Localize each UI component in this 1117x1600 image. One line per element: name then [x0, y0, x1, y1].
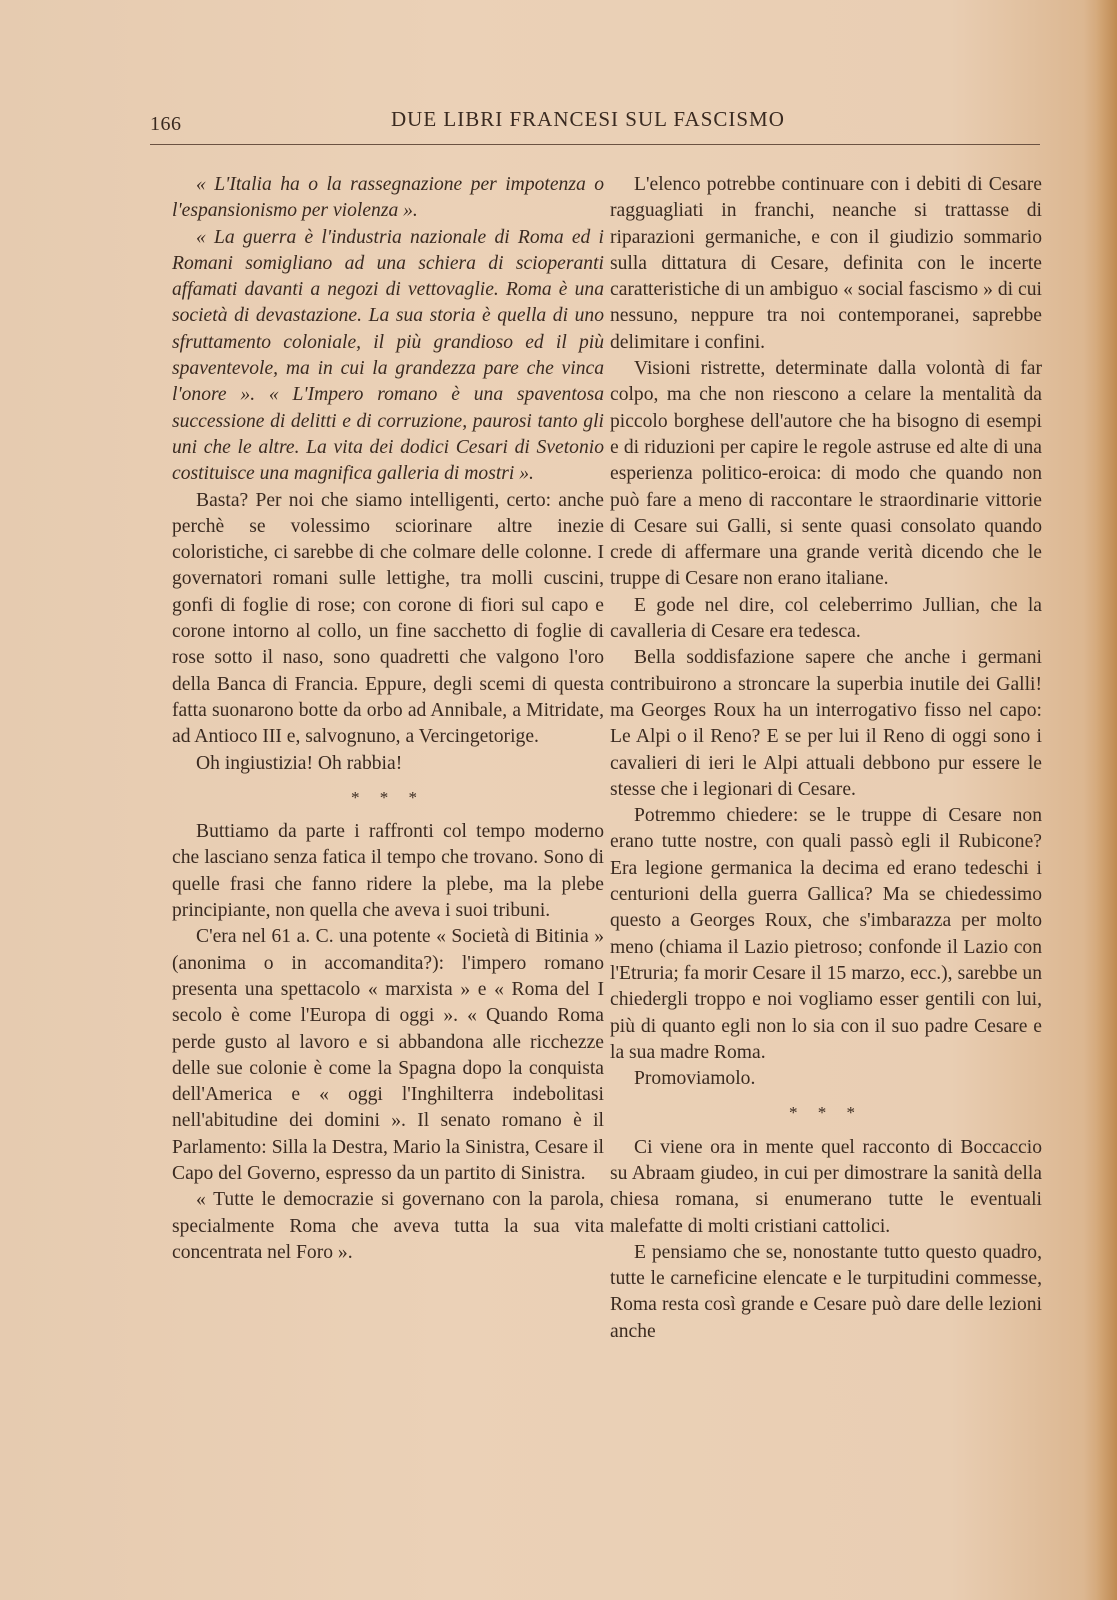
- paragraph: Promoviamolo.: [634, 1068, 756, 1090]
- paragraph: « La guerra è l'industria nazionale di Roma ed i Romani somigliano ad una schiera di scioperanti affamati davanti a negozi di vettovaglie. Roma è una società di devastazione. La sua storia è quella di uno sfruttamento coloniale, il più grandioso ed il più spaventevole, ma in cui la grandezza pare che vinca l'onore ». « L'Impero romano è una spaventosa successione di delitti e di corruzione, paurosi tanto gli uni che le altre. La vita dei dodici Cesari di Svetonio costituisce una magnifica galleria di mostri ».: [172, 226, 604, 485]
- paragraph: Basta? Per noi che siamo intelligenti, certo: anche perchè se volessimo sciorinare altre inezie coloristiche, ci sarebbe di che colmare delle colonne. I governatori romani sulle lettighe, tra molli cuscini, gonfi di foglie di rose; con corone di fiori sul capo e corone intorno al collo, un fine sacchetto di foglie di rose sotto il naso, sono quadretti che valgono l'oro della Banca di Francia. Eppure, degli scemi di questa fatta suonarono botte da orbo ad Annibale, a Mitridate, ad Antioco III e, salvognuno, a Vercingetorige.: [172, 489, 604, 748]
- right-column: [610, 172, 1042, 1345]
- paragraph: Visioni ristrette, determinate dalla volontà di far colpo, ma che non riescono a celare la mentalità da piccolo borghese dell'autore che ha bisogno di esempi e di riduzioni per capire le regole astruse ed alte di una esperienza politico-eroica: di modo che quando non può fare a meno di raccontare le straordinarie vittorie di Cesare sui Galli, si sente quasi consolato quando crede di affermare una grande verità dicendo che le truppe di Cesare non erano italiane.: [610, 358, 1042, 590]
- paragraph: Potremmo chiedere: se le truppe di Cesare non erano tutte nostre, con quali passò egli il Rubicone? Era legione germanica la decima ed erano tedeschi i centurioni della guerra Gallica? Ma se chiedessimo questo a Georges Roux, che s'imbarazza per molto meno (chiama il Lazio pietroso; confonde il Lazio con l'Etruria; fa morir Cesare il 15 marzo, ecc.), sarebbe un chiedergli troppo e noi vogliamo esser gentili con lui, più di quanto egli non lo sia con il suo padre Cesare e la sua madre Roma.: [610, 805, 1042, 1063]
- paragraph: E pensiamo che se, nonostante tutto questo quadro, tutte le carneficine elencate e le turpitudini commesse, Roma resta così grande e Cesare può dare delle lezioni anche: [610, 1241, 1042, 1342]
- paragraph: Ci viene ora in mente quel racconto di Boccaccio su Abraam giudeo, in cui per dimostrare la sanità della chiesa romana, si enumerano tutte le eventuali malefatte di molti cristiani cattolici.: [610, 1136, 1042, 1237]
- section-separator: * * *: [789, 1103, 863, 1123]
- paragraph: « L'Italia ha o la rassegnazione per impotenza o l'espansionismo per violenza ».: [172, 174, 604, 222]
- page-number: 166: [150, 113, 182, 135]
- left-column: [172, 172, 604, 1266]
- paragraph: L'elenco potrebbe continuare con i debiti di Cesare ragguagliati in franchi, neanche si trattasse di riparazioni germaniche, e con il giudizio sommario sulla dittatura di Cesare, definita con le incerte caratteristiche di un ambiguo « social fascismo » di cui nessuno, neppure tra noi contemporanei, saprebbe delimitare i confini.: [610, 174, 1042, 353]
- paragraph: Bella soddisfazione sapere che anche i germani contribuirono a stroncare la superbia inutile dei Galli! ma Georges Roux ha un interrogativo fisso nel capo: Le Alpi o il Reno? E se per lui il Reno di oggi sono i cavalieri di ieri le Alpi attuali debbono pur essere le stesse che i legionari di Cesare.: [610, 647, 1042, 800]
- page-edge: [1095, 0, 1117, 1600]
- paragraph: « Tutte le democrazie si governano con la parola, specialmente Roma che aveva tutta la sua vita concentrata nel Foro ».: [172, 1189, 604, 1263]
- paragraph: Buttiamo da parte i raffronti col tempo moderno che lasciano senza fatica il tempo che trovano. Sono di quelle frasi che fanno ridere la plebe, ma la plebe principiante, non quella che aveva i suoi tribuni.: [172, 821, 604, 922]
- header-rule: [150, 144, 1040, 145]
- paragraph: C'era nel 61 a. C. una potente « Società di Bitinia » (anonima o in accomandita?): l'impero romano presenta una spettacolo « marxista » e « Roma del I secolo è come l'Europa di oggi ». « Quando Roma perde gusto al lavoro e si abbandona alle ricchezze delle sue colonie è come la Spagna dopo la conquista dell'America e « oggi l'Inghilterra indebolitasi nell'abitudine dei domini ». Il senato romano è il Parlamento: Silla la Destra, Mario la Sinistra, Cesare il Capo del Governo, espresso da un partito di Sinistra.: [172, 926, 604, 1184]
- running-header: [150, 105, 1040, 145]
- section-separator: * * *: [351, 787, 425, 807]
- paragraph: E gode nel dire, col celeberrimo Jullian, che la cavalleria di Cesare era tedesca.: [610, 594, 1042, 643]
- paragraph: Oh ingiustizia! Oh rabbia!: [196, 752, 403, 774]
- running-title: DUE LIBRI FRANCESI SUL FASCISMO: [391, 107, 785, 131]
